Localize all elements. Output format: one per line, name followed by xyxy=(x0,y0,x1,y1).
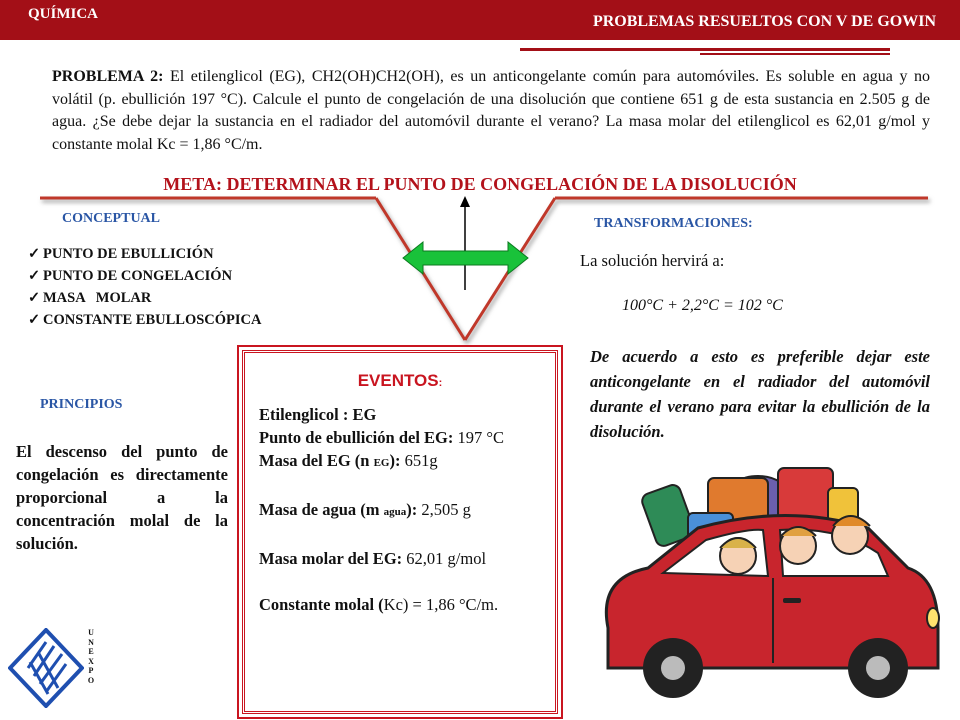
problem-label: PROBLEMA 2: xyxy=(52,68,164,85)
events-value: 651g xyxy=(400,451,438,470)
problem-text: El etilenglicol (EG), CH2(OH)CH2(OH), es un anticongelante común para automóviles. Es soluble en agua y no volátil (p. ebullición 197 °C). Calcule el punto de congelación de una disolución que contiene 651 g de esta sustancia en 2.505 g de agua. ¿Se debe dejar la sustancia en el radiador del automóvil durante el verano? La masa molar del etilenglicol es 62,01 g/mol y constante molal Kc = 1,86 °C/m. xyxy=(52,68,931,153)
car-illustration xyxy=(588,458,948,720)
concept-list xyxy=(28,243,261,331)
header-title: PROBLEMAS RESUELTOS CON V DE GOWIN xyxy=(592,13,936,30)
events-value: 62,01 g/mol xyxy=(402,549,487,568)
check-icon: ✓ xyxy=(28,268,41,284)
subject-title: QUÍMICA xyxy=(28,6,98,22)
list-item: ✓ MASA MOLAR xyxy=(28,287,261,309)
transformations-title: TRANSFORMACIONES: xyxy=(594,216,753,231)
events-label: Masa molar del EG: xyxy=(259,549,403,568)
list-item: ✓ PUNTO DE EBULLICIÓN xyxy=(28,243,261,265)
events-value: 2,505 g xyxy=(417,500,471,519)
events-value: Kc) = 1,86 °C/m. xyxy=(383,595,499,614)
principles-text: El descenso del punto de congelación es directamente proporcional a la concentración molal de la solución. xyxy=(16,442,228,553)
check-icon: ✓ xyxy=(28,312,41,328)
conceptual-title: CONCEPTUAL xyxy=(62,211,161,226)
principles-title: PRINCIPIOS xyxy=(40,397,123,412)
events-label: Punto de ebullición del EG: xyxy=(259,428,454,447)
check-icon: ✓ xyxy=(28,290,41,306)
boiling-sentence: La solución hervirá a: xyxy=(580,251,725,270)
events-label: Constante molal ( xyxy=(259,595,384,614)
check-icon: ✓ xyxy=(28,246,41,262)
goal-heading: META: DETERMINAR EL PUNTO DE CONGELACIÓN DE LA DISOLUCIÓN xyxy=(163,174,797,194)
conclusion-text: De acuerdo a esto es preferible dejar este anticongelante en el radiador del automóvil durante el verano para evitar la ebullición de la disolución. xyxy=(590,347,930,441)
events-title: EVENTOS: xyxy=(357,371,443,390)
unexpo-text: U N E X P O xyxy=(87,628,95,685)
list-item: ✓ PUNTO DE CONGELACIÓN xyxy=(28,265,261,287)
events-subscript: EG xyxy=(373,457,390,469)
events-value: 197 °C xyxy=(453,428,504,447)
vertical-arrow-head xyxy=(460,196,470,207)
boiling-calculation: 100°C + 2,2°C = 102 °C xyxy=(622,297,783,314)
list-item: ✓ CONSTANTE EBULLOSCÓPICA xyxy=(28,309,261,331)
events-line: Etilenglicol : EG xyxy=(259,405,377,424)
events-box xyxy=(242,350,558,714)
events-subscript: agua xyxy=(383,506,407,518)
unexpo-logo-icon xyxy=(8,628,84,708)
events-body: Etilenglicol : EG Punto de ebullición del EG: 197 °C Masa del EG (n EG): 651g Masa de agua (m agua): 2,505 g Masa molar del EG: 62,01 g/mol Constante molal (Kc) = 1,86 °C/m. xyxy=(259,405,504,614)
